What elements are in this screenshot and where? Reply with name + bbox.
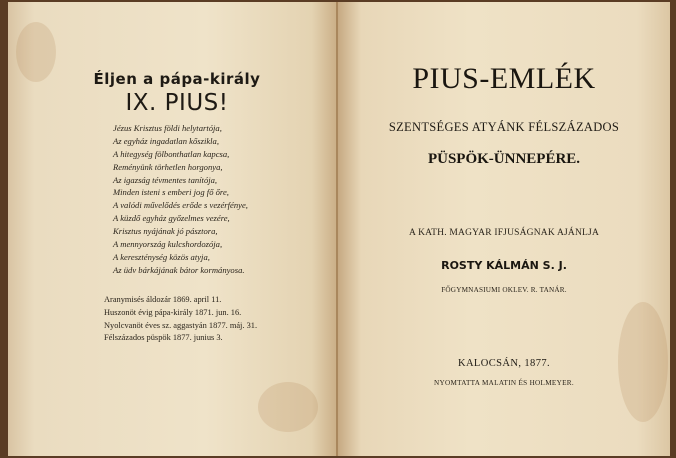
date-line: Aranymisés áldozár 1869. april 11. (104, 295, 222, 304)
date-line: Nyolcvanöt éves sz. aggastyán 1877. máj. 31. (104, 320, 258, 330)
poem-line: Az igazság tévmentes tanítója, (113, 174, 218, 185)
printer: NYOMTATTA MALATIN ÉS HOLMEYER. (433, 379, 574, 387)
poem-line: Krisztus nyájának jó pásztora, (113, 226, 218, 237)
date-line: Félszázados püspök 1877. junius 3. (104, 333, 223, 343)
poem-line: Reményünk törhetlen horgonya, (113, 161, 223, 172)
author: ROSTY KÁLMÁN S. J. (441, 259, 567, 272)
poem-line: A küzdő egyház győzelmes vezére, (113, 213, 230, 224)
poem-line: Minden isteni s emberi jog fő őre, (113, 187, 229, 198)
poem-line: Az egyház ingadatlan kősziklа, (113, 135, 219, 146)
poem-line: Az üdv bárkájának bátor kormányosa. (113, 264, 245, 275)
dedication: A KATH. MAGYAR IFJUSÁGNAK AJÁNLJA (408, 228, 600, 238)
date-line: Huszonöt évig pápa-király 1871. jun. 16. (104, 307, 242, 317)
author-qualifications: FŐGYMNASIUMI OKLEV. R. TANÁR. (441, 286, 567, 294)
paper-stain (16, 22, 56, 82)
book-subtitle-2: PÜSPÖK-ÜNNEPÉRE. (427, 151, 581, 167)
paper-stain (258, 382, 318, 432)
book-subtitle: SZENTSÉGES ATYÁNK FÉLSZÁZADOS (388, 120, 620, 134)
dates-list (104, 294, 334, 345)
left-heading: Éljen a pápa-király (93, 70, 261, 88)
poem-line: Jézus Krisztus földi helytartója, (113, 123, 222, 133)
left-name: IX. PIUS! (125, 90, 229, 116)
poem-line: A hitegység fölbonthatlan kapcsa, (113, 148, 230, 159)
poem-line: A kereszténység közös atyja, (113, 251, 210, 262)
book-title: PIUS-EMLÉK (412, 62, 596, 95)
poem (113, 122, 328, 277)
poem-line: A mennyország kulcshordozója, (113, 239, 223, 250)
place-year: KALOCSÁN, 1877. (457, 358, 551, 369)
poem-line: A valódi művelődés erőde s vezérfénye, (113, 200, 248, 211)
